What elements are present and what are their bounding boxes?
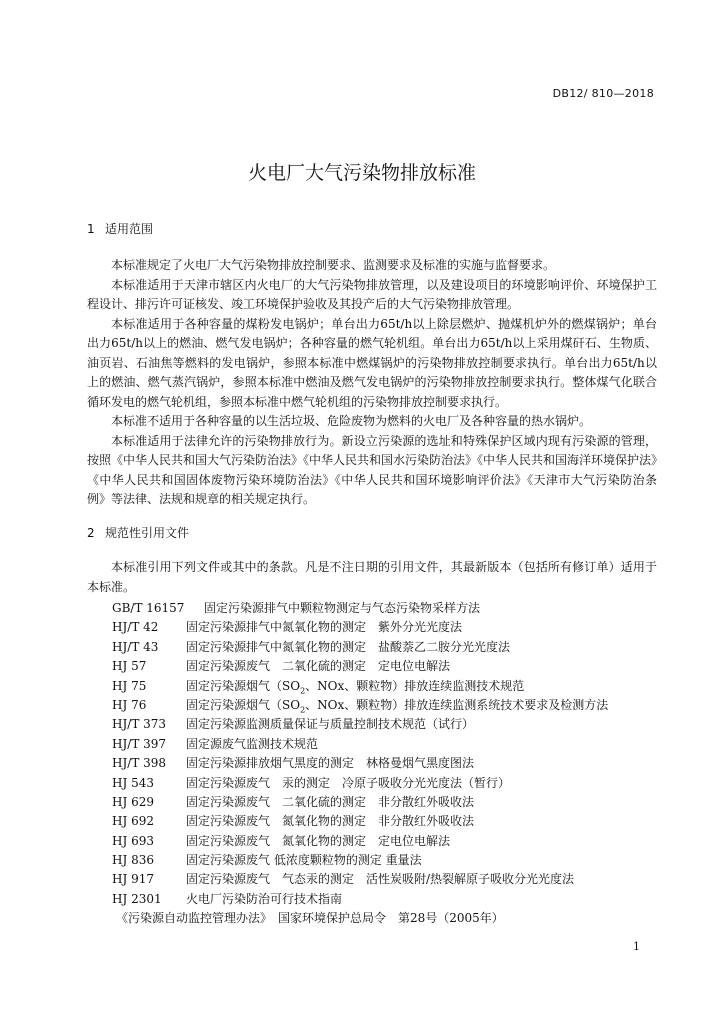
reference-title: 固定污染源排气中氮氧化物的测定 紫外分光光度法 bbox=[186, 620, 463, 635]
reference-code: HJ 75 bbox=[112, 678, 147, 693]
reference-item bbox=[112, 696, 672, 715]
reference-code: HJ 76 bbox=[112, 697, 147, 712]
reference-item bbox=[112, 638, 672, 657]
reference-item bbox=[112, 890, 672, 909]
reference-code: HJ/T 397 bbox=[112, 736, 167, 751]
paragraph: 本标准引用下列文件或其中的条款。凡是不注日期的引用文件，其最新版本（包括所有修订单）适用于本标准。 bbox=[87, 560, 657, 594]
reference-code: HJ 692 bbox=[112, 814, 154, 829]
paragraph: 本标准不适用于各种容量的以生活垃圾、危险废物为燃料的火电厂及各种容量的热水锅炉。 bbox=[111, 414, 592, 428]
reference-title bbox=[186, 697, 609, 715]
document-title: 火电厂大气污染物排放标准 bbox=[247, 162, 476, 184]
reference-item bbox=[112, 677, 672, 696]
section-number: 2 bbox=[87, 526, 95, 540]
paragraph: 本标准适用于法律允许的污染物排放行为。新设立污染源的选址和特殊保护区域内现有污染源的管理，按照《中华人民共和国大气污染防治法》《中华人民共和国水污染防治法》《中华人民共和国海洋环境保护法》《中华人民共和国固体废物污染环境防治法》《中华人民共和国环境影响评价法》《天津市大气污染防治条例》等法律、法规和规章的相关规定执行。 bbox=[87, 433, 658, 506]
section-2-heading bbox=[87, 524, 189, 541]
reference-code: HJ 57 bbox=[112, 659, 147, 674]
document-code: DB12/ 810—2018 bbox=[552, 87, 654, 100]
reference-code: HJ 629 bbox=[112, 794, 154, 809]
reference-code: HJ/T 373 bbox=[112, 717, 167, 732]
subscript: 2 bbox=[300, 705, 306, 715]
reference-code: HJ 2301 bbox=[112, 891, 162, 906]
section-1-body bbox=[87, 256, 657, 510]
reference-title: 固定污染源废气 二氧化硫的测定 非分散红外吸收法 bbox=[186, 794, 475, 809]
reference-code: HJ 543 bbox=[112, 775, 154, 790]
reference-title bbox=[186, 679, 524, 693]
reference-item bbox=[112, 851, 672, 870]
reference-code: HJ 836 bbox=[112, 853, 154, 868]
page-number: 1 bbox=[633, 940, 640, 953]
reference-item bbox=[112, 715, 672, 734]
section-title: 适用范围 bbox=[105, 222, 154, 236]
section-number: 1 bbox=[87, 222, 95, 236]
reference-title: 固定源废气监测技术规范 bbox=[186, 736, 319, 751]
reference-item bbox=[112, 599, 672, 618]
reference-title: 固定污染源排放烟气黑度的测定 林格曼烟气黑度图法 bbox=[186, 756, 475, 771]
reference-code: HJ 693 bbox=[112, 833, 154, 848]
reference-title: 固定污染源废气 汞的测定 冷原子吸收分光光度法（暂行） bbox=[186, 775, 511, 790]
reference-title-part: 、NOx、颗粒物）排放连续监测技术规范 bbox=[305, 678, 525, 693]
reference-item bbox=[112, 832, 672, 851]
subscript: 2 bbox=[300, 685, 306, 695]
section-1-heading bbox=[87, 220, 153, 237]
reference-item bbox=[112, 754, 672, 773]
reference-title: 火电厂污染防治可行技术指南 bbox=[186, 891, 343, 906]
reference-code: HJ/T 43 bbox=[112, 639, 159, 654]
reference-title: 固定污染源废气 低浓度颗粒物的测定 重量法 bbox=[186, 853, 422, 868]
reference-title: 固定污染源废气 氮氧化物的测定 定电位电解法 bbox=[186, 833, 451, 848]
section-2-intro-block bbox=[87, 558, 657, 597]
reference-item bbox=[112, 870, 672, 889]
reference-title: 固定污染源废气 二氧化硫的测定 定电位电解法 bbox=[186, 659, 451, 674]
section-title: 规范性引用文件 bbox=[105, 526, 190, 540]
reference-list bbox=[112, 599, 672, 929]
paragraph: 本标准适用于各种容量的煤粉发电锅炉；单台出力65t/h以上除层燃炉、抛煤机炉外的燃煤锅炉；单台出力65t/h以上的燃油、燃气发电锅炉；各种容量的燃气轮机组。单台出力65t/h以上采用煤矸石、生物质、油页岩、石油焦等燃料的发电锅炉，参照本标准中燃煤锅炉的污染物排放控制要求执行。单台出力65t/h以上的燃油、燃气蒸汽锅炉，参照本标准中燃油及燃气发电锅炉的污染物排放控制要求执行。整体煤气化联合循环发电的燃气轮机组，参照本标准中燃气轮机组的污染物排放控制要求执行。 bbox=[87, 316, 657, 409]
reference-item bbox=[112, 812, 672, 831]
reference-title-part: 固定污染源烟气（SO bbox=[186, 678, 301, 693]
reference-title: 固定污染源排气中颗粒物测定与气态污染物采样方法 bbox=[204, 601, 481, 615]
reference-code: HJ 917 bbox=[112, 872, 154, 887]
paragraph: 本标准适用于天津市辖区内火电厂的大气污染物排放管理，以及建设项目的环境影响评价、环境保护工程设计、排污许可证核发、竣工环境保护验收及其投产后的大气污染物排放管理。 bbox=[87, 277, 657, 311]
reference-item bbox=[116, 909, 672, 928]
paragraph: 本标准规定了火电厂大气污染物排放控制要求、监测要求及标准的实施与监督要求。 bbox=[111, 258, 556, 272]
reference-item bbox=[112, 618, 672, 637]
reference-item bbox=[112, 793, 672, 812]
reference-code: GB/T 16157 bbox=[112, 601, 185, 615]
reference-title: 固定污染源废气 气态汞的测定 活性炭吸附/热裂解原子吸收分光光度法 bbox=[186, 872, 575, 887]
reference-item bbox=[112, 657, 672, 676]
reference-item bbox=[112, 774, 672, 793]
reference-title: 《污染源自动监控管理办法》 国家环境保护总局令 第28号（2005年） bbox=[116, 911, 504, 926]
reference-code: HJ/T 398 bbox=[112, 756, 167, 771]
reference-title: 固定污染源排气中氮氧化物的测定 盐酸萘乙二胺分光光度法 bbox=[186, 639, 511, 654]
reference-title: 固定污染源废气 氮氧化物的测定 非分散红外吸收法 bbox=[186, 814, 475, 829]
reference-title-part: 、NOx、颗粒物）排放连续监测系统技术要求及检测方法 bbox=[305, 697, 609, 712]
reference-title-part: 固定污染源烟气（SO bbox=[186, 697, 301, 712]
reference-item bbox=[112, 735, 672, 754]
reference-code: HJ/T 42 bbox=[112, 620, 159, 635]
reference-title: 固定污染源监测质量保证与质量控制技术规范（试行） bbox=[186, 717, 475, 732]
